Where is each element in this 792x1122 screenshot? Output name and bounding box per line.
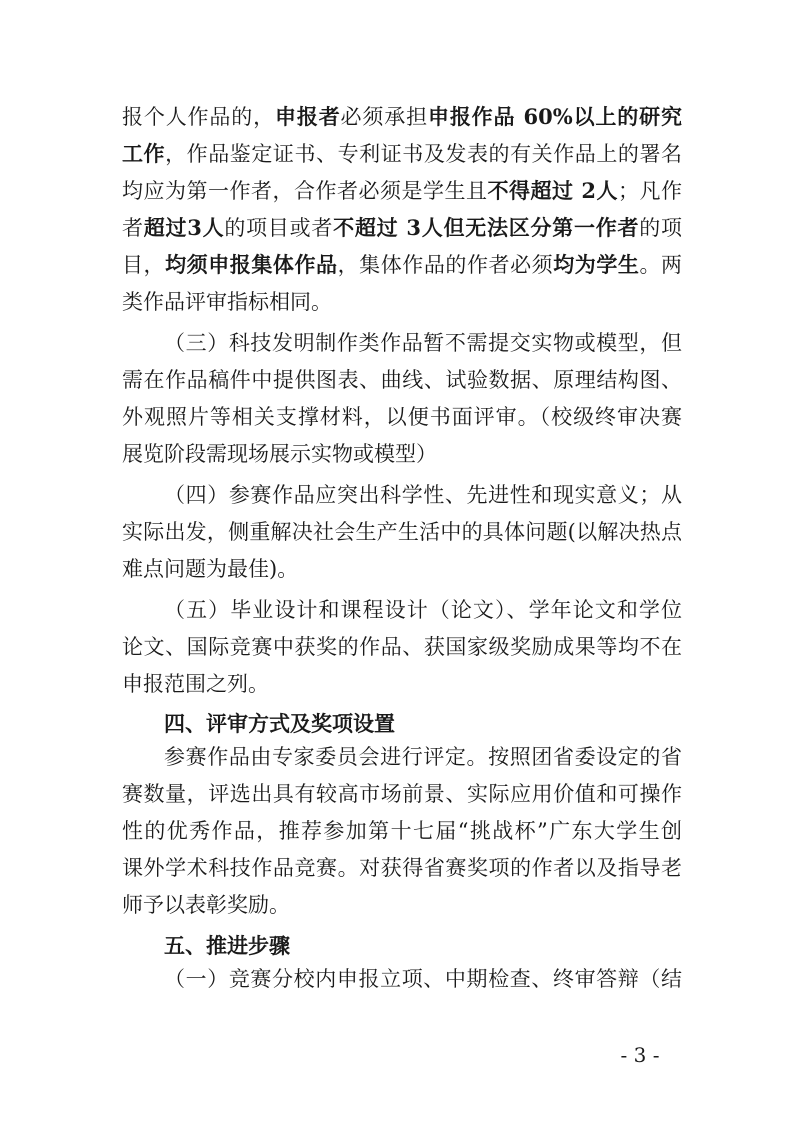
body-text-line — [122, 215, 682, 241]
body-text-line: 展览阶段需现场展示实物或模型） — [122, 442, 437, 466]
text-span: ，集体作品的作者必须 — [337, 253, 554, 277]
page-number: - 3 - — [620, 1043, 660, 1067]
body-text-line: 师予以表彰奖励。 — [122, 893, 290, 917]
text-span: 必须承担 — [340, 105, 428, 129]
body-text-line: 需在作品稿件中提供图表、曲线、试验数据、原理结构图、 — [122, 368, 682, 392]
text-span: 的项 — [639, 216, 682, 240]
text-span: 类作品评审指标相同。 — [122, 290, 332, 314]
section-heading: 五、推进步骤 — [164, 934, 290, 958]
bold-text-span: 均须申报集体作品 — [165, 252, 338, 277]
bold-text-span: 申报者 — [274, 104, 341, 129]
body-text-line: 论文、国际竞赛中获奖的作品、获国家级奖励成果等均不在 — [122, 635, 682, 659]
body-text-line — [122, 141, 682, 167]
body-text-line: 赛数量，评选出具有较高市场前景、实际应用价值和可操作 — [122, 782, 682, 806]
body-text-line: 难点问题为最佳)。 — [122, 557, 299, 581]
bold-text-span: 申报作品 60%以上的研究 — [427, 104, 682, 129]
body-text-line: （三）科技发明制作类作品暂不需提交实物或模型，但 — [164, 331, 682, 355]
body-text-line — [122, 289, 682, 315]
bold-text-span: 工作 — [122, 141, 166, 166]
bold-text-span: 超过3人 — [143, 215, 225, 240]
body-text-line: 参赛作品由专家委员会进行评定。按照团省委设定的省 — [164, 745, 682, 769]
text-span: ，作品鉴定证书、专利证书及发表的有关作品上的署名 — [165, 142, 682, 166]
body-text-line: 申报范围之列。 — [122, 672, 269, 696]
bold-text-span: 均为学生 — [553, 252, 640, 277]
body-text-line: （一）竞赛分校内申报立项、中期检查、终审答辩（结 — [164, 967, 682, 991]
body-text-line: （五）毕业设计和课程设计（论文）、学年论文和学位 — [164, 598, 682, 622]
bold-text-span: 不超过 3人但无法区分第一作者 — [333, 215, 640, 240]
text-span: 目， — [122, 253, 166, 277]
body-text-line: 课外学术科技作品竞赛。对获得省赛奖项的作者以及指导老 — [122, 856, 682, 880]
body-text-line: 性的优秀作品，推荐参加第十七届“挑战杯”广东大学生创 — [122, 819, 682, 843]
text-span: 。两 — [639, 253, 682, 277]
section-heading: 四、评审方式及奖项设置 — [164, 712, 395, 736]
text-span: 的项目或者 — [224, 216, 334, 240]
text-span: 均应为第一作者，合作者必须是学生且 — [122, 179, 488, 203]
body-text-line: （四）参赛作品应突出科学性、先进性和现实意义；从 — [164, 483, 682, 507]
body-text-line: 外观照片等相关支撑材料，以便书面评审。（校级终审决赛 — [122, 405, 682, 429]
text-span: 者 — [122, 216, 144, 240]
body-text-line — [122, 104, 682, 130]
text-span: 报个人作品的， — [122, 105, 275, 129]
body-text-line — [122, 178, 682, 204]
body-text-line — [122, 252, 682, 278]
text-span: ；凡作 — [618, 179, 682, 203]
body-text-line: 实际出发，侧重解决社会生产生活中的具体问题(以解决热点 — [122, 520, 682, 544]
bold-text-span: 不得超过 2人 — [487, 178, 618, 203]
